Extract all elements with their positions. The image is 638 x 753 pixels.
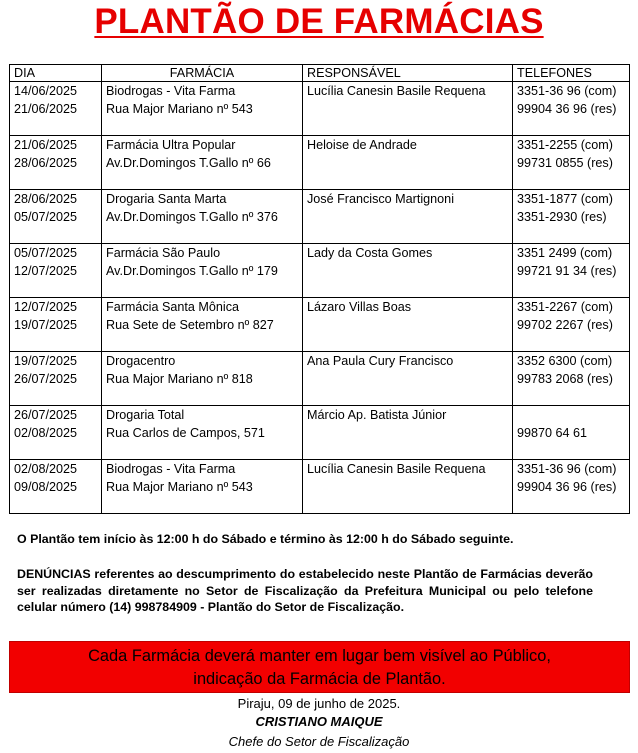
- header-farmacia: FARMÁCIA: [102, 65, 303, 82]
- dia-line: 19/07/2025: [14, 317, 78, 332]
- telefones-line: 3351-1877 (com): [517, 192, 613, 206]
- farmacia-line: Biodrogas - Vita Farma: [106, 462, 236, 476]
- header-responsavel: RESPONSÁVEL: [303, 65, 513, 82]
- farmacia-line: Rua Major Mariano nº 543: [106, 479, 253, 494]
- dia-line: 26/07/2025: [14, 371, 78, 386]
- schedule-note: O Plantão tem início às 12:00 h do Sábado e término às 12:00 h do Sábado seguinte.: [17, 532, 514, 546]
- signature-role: Chefe do Setor de Fiscalização: [228, 734, 410, 749]
- farmacia-line: Drogacentro: [106, 354, 176, 368]
- farmacia-line: Av.Dr.Domingos T.Gallo nº 376: [106, 209, 278, 224]
- banner-line-2: indicação da Farmácia de Plantão.: [193, 670, 446, 688]
- cell-responsavel: [303, 298, 513, 352]
- complaints-note: DENÚNCIAS referentes ao descumprimento do estabelecido neste Plantão de Farmácias deverão ser realizadas diretamente no Setor de Fiscalização da Prefeitura Municipal ou pelo telefone celular número (14) 998784909 - Plantão do Setor de Fiscalização.: [17, 567, 593, 614]
- cell-responsavel: [303, 82, 513, 136]
- dia-line: 02/08/2025: [14, 425, 78, 440]
- responsavel-text: Lady da Costa Gomes: [307, 246, 433, 260]
- telefones-line: 99783 2068 (res): [517, 371, 613, 386]
- cell-responsavel: [303, 136, 513, 190]
- table-row: [10, 352, 630, 406]
- plantao-table: [9, 64, 630, 514]
- cell-farmacia: [102, 352, 303, 406]
- cell-responsavel: [303, 406, 513, 460]
- responsavel-text: Lucília Canesin Basile Requena: [307, 462, 486, 476]
- telefones-line: 3351-2930 (res): [517, 209, 607, 224]
- cell-telefones: [513, 298, 630, 352]
- table-row: [10, 298, 630, 352]
- responsavel-text: José Francisco Martignoni: [307, 192, 454, 206]
- telefones-line: 99904 36 96 (res): [517, 101, 617, 116]
- table-row: [10, 190, 630, 244]
- cell-responsavel: [303, 460, 513, 514]
- cell-telefones: [513, 460, 630, 514]
- telefones-line: 3351-36 96 (com): [517, 462, 617, 476]
- dia-line: 28/06/2025: [14, 155, 78, 170]
- table-row: [10, 460, 630, 514]
- document-title: PLANTÃO DE FARMÁCIAS: [94, 2, 544, 41]
- header-dia: DIA: [10, 65, 102, 82]
- dia-line: 28/06/2025: [14, 192, 78, 206]
- dia-line: 05/07/2025: [14, 209, 78, 224]
- responsavel-text: Lázaro Villas Boas: [307, 300, 412, 314]
- farmacia-line: Drogaria Total: [106, 408, 185, 422]
- cell-dia: [10, 244, 102, 298]
- telefones-line: 3351-2267 (com): [517, 300, 613, 314]
- farmacia-line: Rua Major Mariano nº 818: [106, 371, 253, 386]
- farmacia-line: Farmácia Santa Mônica: [106, 300, 239, 314]
- cell-dia: [10, 190, 102, 244]
- document-title-wrap: [0, 0, 638, 44]
- telefones-line: 3352 6300 (com): [517, 354, 613, 368]
- telefones-line: 3351-36 96 (com): [517, 84, 617, 98]
- signature-name: CRISTIANO MAIQUE: [255, 714, 383, 729]
- dia-line: 12/07/2025: [14, 263, 78, 278]
- responsavel-text: Ana Paula Cury Francisco: [307, 354, 454, 368]
- table-row: [10, 82, 630, 136]
- cell-responsavel: [303, 190, 513, 244]
- cell-telefones: [513, 136, 630, 190]
- cell-responsavel: [303, 244, 513, 298]
- banner-line-1: Cada Farmácia deverá manter em lugar bem visível ao Público,: [88, 647, 551, 665]
- telefones-line: [517, 407, 625, 425]
- responsavel-text: Lucília Canesin Basile Requena: [307, 84, 486, 98]
- cell-farmacia: [102, 82, 303, 136]
- dia-line: 19/07/2025: [14, 354, 78, 368]
- cell-dia: [10, 406, 102, 460]
- dia-line: 14/06/2025: [14, 84, 78, 98]
- dia-line: 21/06/2025: [14, 138, 78, 152]
- farmacia-line: Farmácia São Paulo: [106, 246, 221, 260]
- cell-farmacia: [102, 298, 303, 352]
- telefones-line: 99904 36 96 (res): [517, 479, 617, 494]
- cell-dia: [10, 352, 102, 406]
- cell-telefones: [513, 352, 630, 406]
- table-body: [10, 82, 630, 514]
- telefones-line: 3351-2255 (com): [517, 138, 613, 152]
- cell-farmacia: [102, 190, 303, 244]
- dia-line: 09/08/2025: [14, 479, 78, 494]
- table-row: [10, 244, 630, 298]
- cell-dia: [10, 298, 102, 352]
- cell-responsavel: [303, 352, 513, 406]
- dia-line: 12/07/2025: [14, 300, 78, 314]
- cell-farmacia: [102, 136, 303, 190]
- dia-line: 26/07/2025: [14, 408, 78, 422]
- dia-line: 02/08/2025: [14, 462, 78, 476]
- farmacia-line: Rua Sete de Setembro nº 827: [106, 317, 274, 332]
- cell-telefones: [513, 244, 630, 298]
- cell-farmacia: [102, 244, 303, 298]
- table-row: [10, 136, 630, 190]
- notice-banner: [9, 641, 630, 693]
- farmacia-line: Drogaria Santa Marta: [106, 192, 227, 206]
- farmacia-line: Av.Dr.Domingos T.Gallo nº 179: [106, 263, 278, 278]
- farmacia-line: Rua Major Mariano nº 543: [106, 101, 253, 116]
- dia-line: 21/06/2025: [14, 101, 78, 116]
- farmacia-line: Av.Dr.Domingos T.Gallo nº 66: [106, 155, 271, 170]
- telefones-line: 99702 2267 (res): [517, 317, 613, 332]
- telefones-line: 99721 91 34 (res): [517, 263, 617, 278]
- farmacia-line: Biodrogas - Vita Farma: [106, 84, 236, 98]
- cell-telefones: [513, 190, 630, 244]
- table-row: [10, 406, 630, 460]
- signature-place-date: Piraju, 09 de junho de 2025.: [237, 696, 401, 711]
- cell-dia: [10, 82, 102, 136]
- cell-telefones: [513, 406, 630, 460]
- cell-telefones: [513, 82, 630, 136]
- cell-farmacia: [102, 460, 303, 514]
- cell-farmacia: [102, 406, 303, 460]
- header-telefones: TELEFONES: [513, 65, 630, 82]
- telefones-line: 99731 0855 (res): [517, 155, 613, 170]
- dia-line: 05/07/2025: [14, 246, 78, 260]
- responsavel-text: Heloise de Andrade: [307, 138, 417, 152]
- responsavel-text: Márcio Ap. Batista Júnior: [307, 408, 447, 422]
- cell-dia: [10, 460, 102, 514]
- cell-dia: [10, 136, 102, 190]
- farmacia-line: Farmácia Ultra Popular: [106, 138, 236, 152]
- telefones-line: 99870 64 61: [517, 425, 588, 440]
- telefones-line: 3351 2499 (com): [517, 246, 613, 260]
- farmacia-line: Rua Carlos de Campos, 571: [106, 425, 265, 440]
- table-header-row: [10, 65, 630, 82]
